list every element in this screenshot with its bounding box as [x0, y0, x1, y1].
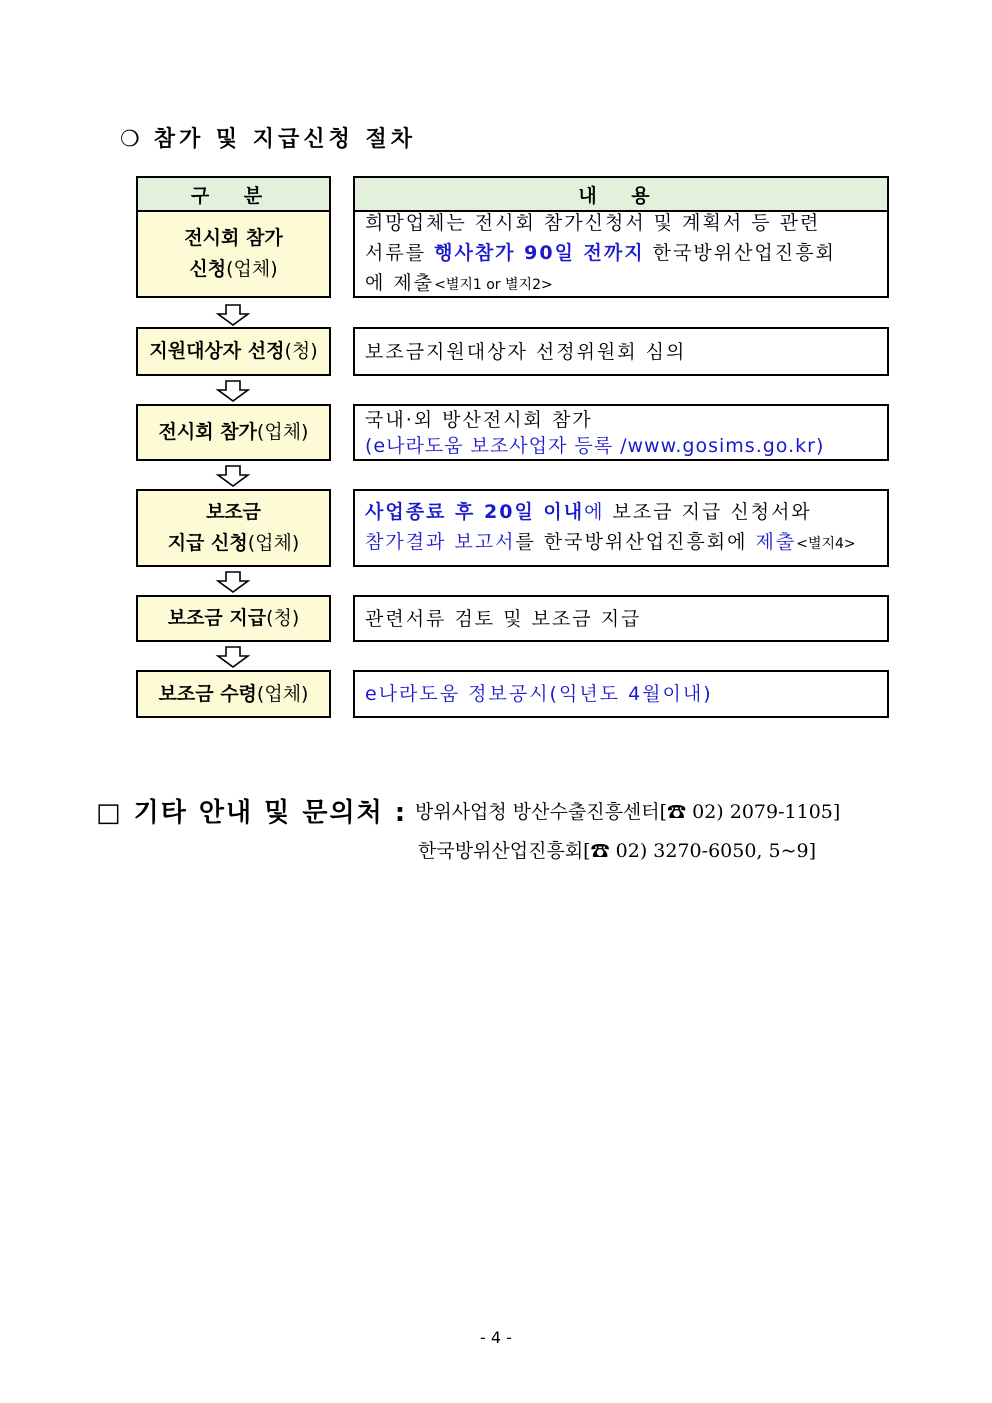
section-title-text: 참가 및 지급신청 절차: [153, 127, 416, 152]
content-line: [365, 497, 887, 527]
text: 를 한국방위산업진흥회에: [515, 531, 756, 553]
step-receive-subsidy: [136, 670, 331, 718]
text: 한국방위산업진흥회[: [418, 840, 591, 862]
attachment-ref: <별지4>: [796, 536, 856, 552]
content-line: [365, 268, 887, 300]
step-actor: (업체): [247, 532, 300, 554]
hollow-down-arrow-icon: [215, 304, 251, 326]
registration-note: (e나라도움 보조사업자 등록 /www.gosims.go.kr): [365, 434, 825, 457]
step-actor: (청): [266, 607, 300, 629]
header-content: 내 용: [353, 176, 889, 212]
step-label: 보조금 지급: [167, 607, 267, 629]
header-category: 구 분: [136, 176, 331, 212]
content-line: 국내·외 방산전시회 참가: [365, 408, 593, 431]
hollow-down-arrow-icon: [215, 646, 251, 668]
step-actor: (업체): [256, 682, 309, 705]
phone-icon: ☎: [667, 801, 687, 823]
highlight-report: 참가결과 보고서: [365, 531, 516, 553]
circle-bullet-icon: ❍: [120, 127, 144, 152]
attachment-ref: <별지1 or 별지2>: [434, 277, 553, 293]
step-apply-participation: [136, 210, 331, 298]
text: 보조금 지급 신청서와: [604, 501, 812, 523]
step-participate-exhibition: [136, 404, 331, 461]
section-title: [120, 122, 416, 153]
step-content-receive-subsidy: [353, 670, 889, 718]
step-content-participate-exhibition: [353, 404, 889, 461]
content-line: [365, 238, 887, 268]
contact-label: □ 기타 안내 및 문의처 :: [96, 798, 408, 828]
content-line: e나라도움 정보공시(익년도 4월이내): [365, 683, 713, 705]
phone-number: 02) 3270-6050, 5~9]: [609, 840, 817, 862]
step-actor: (업체): [256, 421, 309, 443]
phone-icon: ☎: [590, 840, 610, 862]
contact-line-kdia: [418, 836, 816, 863]
content-line: 관련서류 검토 및 보조금 지급: [365, 607, 642, 630]
content-line: 보조금지원대상자 선정위원회 심의: [365, 340, 687, 363]
highlight-deadline: 사업종료 후 20일 이내: [365, 501, 585, 523]
hollow-down-arrow-icon: [215, 380, 251, 402]
step-content-apply-subsidy: [353, 489, 889, 567]
content-line: 희망업체는 전시회 참가신청서 및 계획서 등 관련: [365, 212, 821, 234]
hollow-down-arrow-icon: [215, 571, 251, 593]
text: 한국방위산업진흥회: [644, 242, 836, 264]
contact-line-dapa: [415, 797, 840, 824]
content-line: [365, 527, 887, 559]
text: 서류를: [365, 242, 435, 264]
text: 에 제출: [365, 272, 435, 294]
step-content-select-recipients: [353, 327, 889, 376]
highlight-deadline: 행사참가 90일 전까지: [434, 242, 645, 264]
phone-number: 02) 2079-1105]: [686, 801, 841, 823]
step-label: 보조금 지급 신청: [167, 501, 262, 554]
step-label: 지원대상자 선정: [149, 340, 285, 362]
step-actor: (청): [284, 340, 318, 362]
step-label: 전시회 참가: [158, 421, 257, 443]
hollow-down-arrow-icon: [215, 465, 251, 487]
step-content-apply-participation: [353, 210, 889, 298]
page-number: - 4 -: [480, 1328, 512, 1347]
highlight-submit: 제출: [755, 531, 797, 553]
step-select-recipients: [136, 327, 331, 376]
text: 방위사업청 방산수출진흥센터[: [415, 801, 668, 823]
step-apply-subsidy: [136, 489, 331, 567]
step-actor: (업체): [226, 258, 278, 280]
step-content-pay-subsidy: [353, 595, 889, 642]
step-label: 전시회 참가 신청: [184, 227, 283, 280]
step-pay-subsidy: [136, 595, 331, 642]
text: 에: [584, 501, 605, 523]
step-label: 보조금 수령: [158, 682, 257, 705]
